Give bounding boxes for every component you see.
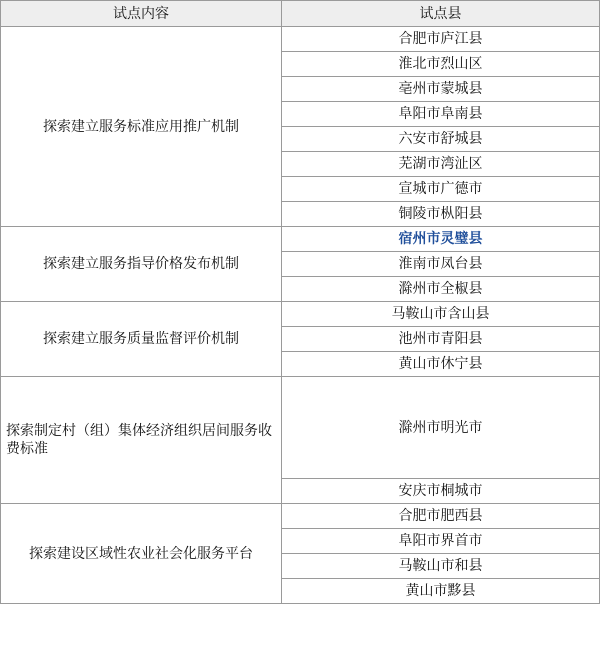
- county-cell: 合肥市庐江县: [282, 27, 600, 52]
- county-cell: 六安市舒城县: [282, 127, 600, 152]
- county-cell: 黄山市黟县: [282, 579, 600, 604]
- county-cell: 滁州市明光市: [282, 377, 600, 479]
- pilot-content-cell: 探索建立服务质量监督评价机制: [1, 302, 282, 377]
- table-row: [1, 504, 600, 529]
- county-cell: 合肥市肥西县: [282, 504, 600, 529]
- county-cell: 铜陵市枞阳县: [282, 202, 600, 227]
- header-content: 试点内容: [1, 1, 282, 27]
- county-cell: 淮南市凤台县: [282, 252, 600, 277]
- county-cell: 阜阳市阜南县: [282, 102, 600, 127]
- pilot-content-cell: 探索建立服务标准应用推广机制: [1, 27, 282, 227]
- header-row: [1, 1, 600, 27]
- pilot-content-cell: 探索制定村（组）集体经济组织居间服务收费标准: [1, 377, 282, 504]
- table-row: [1, 377, 600, 479]
- county-cell: 马鞍山市含山县: [282, 302, 600, 327]
- table-row: [1, 27, 600, 52]
- county-cell: 池州市青阳县: [282, 327, 600, 352]
- county-cell: 安庆市桐城市: [282, 479, 600, 504]
- table-row: [1, 302, 600, 327]
- county-cell: 宣城市广德市: [282, 177, 600, 202]
- county-cell: 滁州市全椒县: [282, 277, 600, 302]
- county-cell: 阜阳市界首市: [282, 529, 600, 554]
- county-cell: 亳州市蒙城县: [282, 77, 600, 102]
- county-cell: 黄山市休宁县: [282, 352, 600, 377]
- pilot-content-cell: 探索建立服务指导价格发布机制: [1, 227, 282, 302]
- header-county: 试点县: [282, 1, 600, 27]
- highlighted-county-cell: 宿州市灵璧县: [282, 227, 600, 252]
- county-cell: 淮北市烈山区: [282, 52, 600, 77]
- table-row: [1, 227, 600, 252]
- county-cell: 马鞍山市和县: [282, 554, 600, 579]
- pilot-content-cell: 探索建设区域性农业社会化服务平台: [1, 504, 282, 604]
- county-cell: 芜湖市湾沚区: [282, 152, 600, 177]
